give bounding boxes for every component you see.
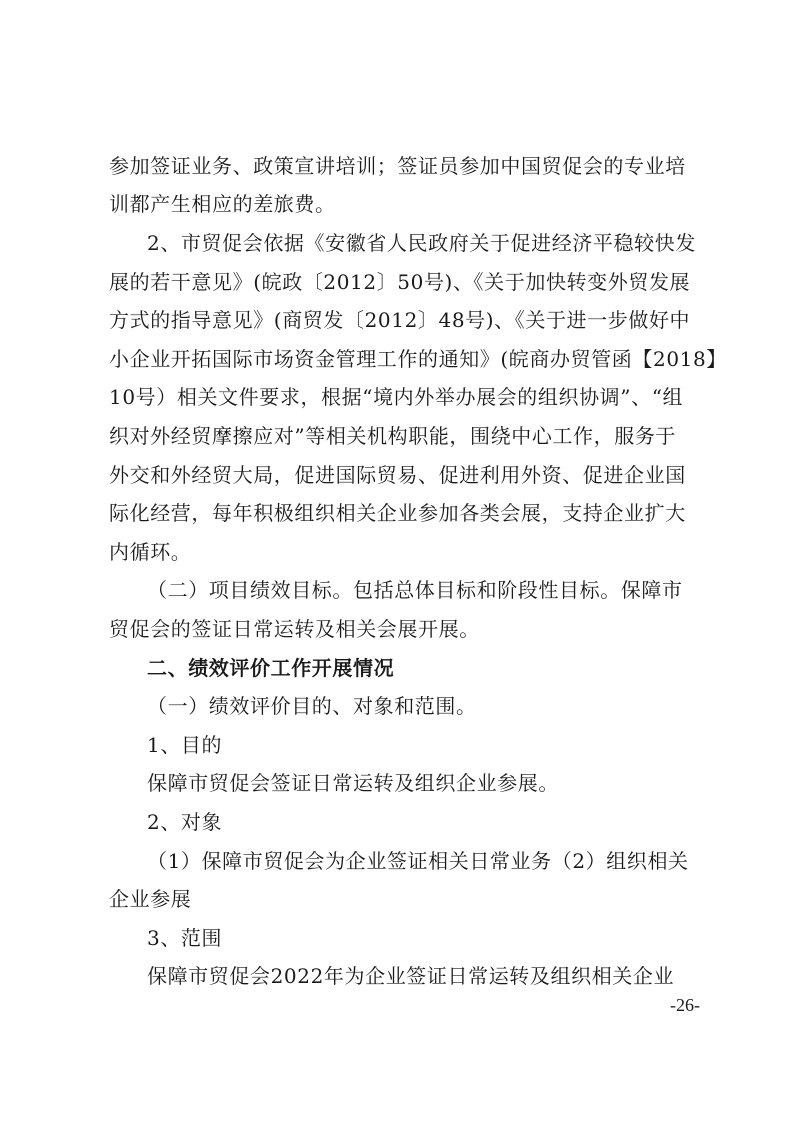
text-line: 训都产生相应的差旅费。: [109, 192, 336, 216]
text-line: 贸促会的签证日常运转及相关会展开展。: [109, 617, 480, 641]
text-line: 方式的指导意见》(商贸发〔2012〕48号)、《关于进一步做好中: [109, 308, 691, 332]
text-line: 内循环。: [109, 540, 192, 564]
text-line: 展的若干意见》(皖政〔2012〕50号)、《关于加快转变外贸发展: [109, 270, 691, 294]
section-heading: 二、绩效评价工作开展情况: [147, 656, 395, 680]
text-line: 参加签证业务、政策宣讲培训；签证员参加中国贸促会的专业培: [109, 154, 686, 178]
text-line: 保障市贸促会2022年为企业签证日常运转及组织相关企业: [147, 964, 675, 988]
text-line: 1、目的: [147, 733, 223, 757]
text-line: 10号）相关文件要求，根据“境内外举办展会的组织协调”、“组: [109, 385, 684, 409]
text-line: （1）保障市贸促会为企业签证相关日常业务（2）组织相关: [147, 849, 689, 873]
page-number: -26-: [670, 995, 700, 1015]
text-line: 企业参展: [109, 887, 192, 911]
text-line: 小企业开拓国际市场资金管理工作的通知》(皖商办贸管函【2018】: [109, 347, 727, 371]
text-line: 3、范围: [147, 926, 223, 950]
text-line: 保障市贸促会签证日常运转及组织企业参展。: [147, 771, 559, 795]
text-line: 2、市贸促会依据《安徽省人民政府关于促进经济平稳较快发: [147, 231, 696, 255]
text-line: （一）绩效评价目的、对象和范围。: [147, 694, 477, 718]
text-line: 2、对象: [147, 810, 223, 834]
text-line: 外交和外经贸大局，促进国际贸易、促进利用外资、促进企业国: [109, 463, 686, 487]
text-line: （二）项目绩效目标。包括总体目标和阶段性目标。保障市: [147, 578, 683, 602]
text-line: 织对外经贸摩擦应对”等相关机构职能，围绕中心工作，服务于: [109, 424, 677, 448]
text-line: 际化经营，每年积极组织相关企业参加各类会展，支持企业扩大: [109, 501, 686, 525]
